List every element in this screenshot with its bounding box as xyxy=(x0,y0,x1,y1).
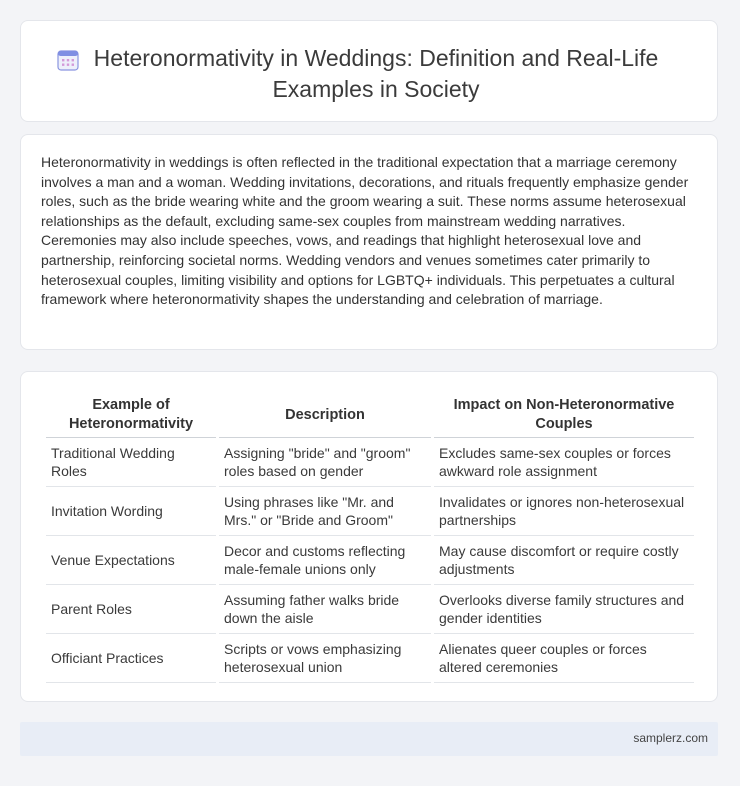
table-cell: Scripts or vows emphasizing heterosexual union xyxy=(219,634,431,683)
footer-site-link[interactable]: samplerz.com xyxy=(633,731,708,745)
table-cell: Invalidates or ignores non-heterosexual partnerships xyxy=(434,487,694,536)
table-cell: Officiant Practices xyxy=(46,634,216,683)
table-cell: Assigning "bride" and "groom" roles based on gender xyxy=(219,438,431,487)
intro-card xyxy=(20,134,718,350)
table-row xyxy=(46,487,694,536)
table-cell: Parent Roles xyxy=(46,585,216,634)
table-cell: Assuming father walks bride down the aisle xyxy=(219,585,431,634)
table-row xyxy=(46,634,694,683)
table-cell: Alienates queer couples or forces altered ceremonies xyxy=(434,634,694,683)
footer-bar xyxy=(20,722,718,756)
table-cell: Using phrases like "Mr. and Mrs." or "Bride and Groom" xyxy=(219,487,431,536)
examples-table xyxy=(43,392,697,683)
table-row xyxy=(46,585,694,634)
table-header-row xyxy=(46,392,694,438)
title-card xyxy=(20,20,718,122)
page-title: Heteronormativity in Weddings: Definition and Real-Life Examples in Society xyxy=(93,45,659,102)
table-cell: May cause discomfort or require costly adjustments xyxy=(434,536,694,585)
table-cell: Venue Expectations xyxy=(46,536,216,585)
table-cell: Decor and customs reflecting male-female unions only xyxy=(219,536,431,585)
column-header: Example of Heteronormativity xyxy=(46,392,216,438)
intro-paragraph: Heteronormativity in weddings is often reflected in the traditional expectation that a marriage ceremony involves a man and a woman. Wedding invitations, decorations, and rituals frequently emphasize gender roles, such as the bride wearing white and the groom wearing a suit. These norms assume heterosexual relationships as the default, excluding same-sex couples from mainstream wedding narratives. Ceremonies may also include speeches, vows, and readings that highlight heterosexual love and partnership, reinforcing societal norms. Wedding vendors and venues sometimes cater primarily to heterosexual couples, limiting visibility and options for LGBTQ+ individuals. This perpetuates a cultural framework where heteronormativity shapes the understanding and celebration of marriage. xyxy=(41,154,689,308)
table-row xyxy=(46,536,694,585)
table-cell: Overlooks diverse family structures and gender identities xyxy=(434,585,694,634)
column-header: Impact on Non-Heteronormative Couples xyxy=(434,392,694,438)
table-card xyxy=(20,371,718,702)
column-header: Description xyxy=(219,392,431,438)
table-row xyxy=(46,438,694,487)
table-cell: Invitation Wording xyxy=(46,487,216,536)
table-cell: Excludes same-sex couples or forces awkward role assignment xyxy=(434,438,694,487)
table-cell: Traditional Wedding Roles xyxy=(46,438,216,487)
